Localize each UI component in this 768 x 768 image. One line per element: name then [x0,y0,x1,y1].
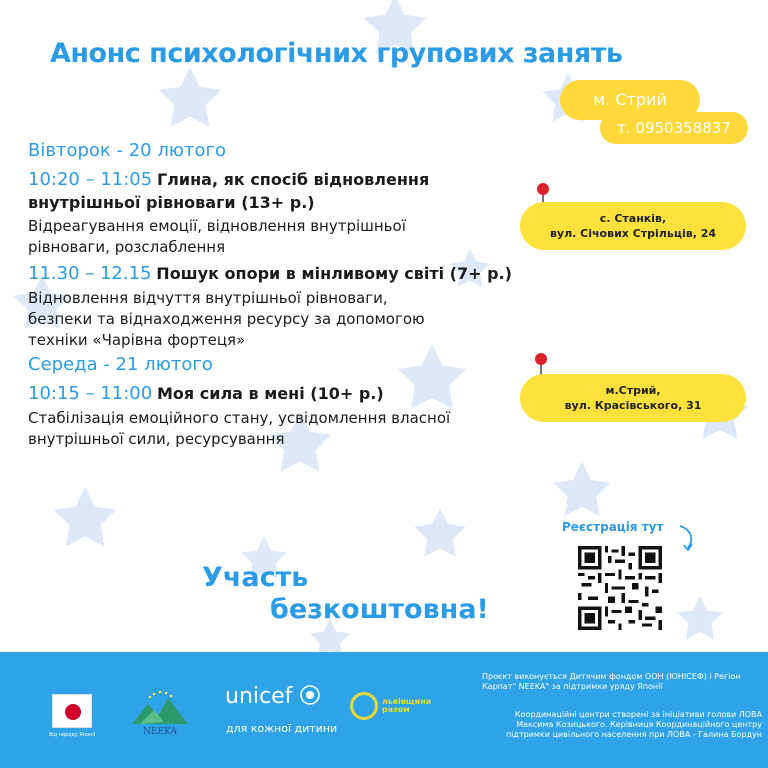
address-1-line-2: вул. Січових Стрільців, 24 [549,227,717,240]
arrow-down-icon [676,524,700,554]
day2-session1-desc-2: внутрішньої сили, ресурсування [28,430,285,448]
day1-session1-title-row [28,170,429,190]
page-title: Анонс психологічних групових занять [50,38,623,69]
lviv-logo-line-2: разом [382,705,410,714]
coordination-info-text: Координаційні центри створені за ініціативи голови ЛОВА Максима Козицького. Керівниця Координаційного центру підтримки цивільного населення при ЛОВА - Галина Бордун [505,710,762,739]
japan-flag-logo [52,694,92,728]
day1-session2-desc-1: Відновлення відчуття внутрішньої рівноваги, [28,289,388,307]
day1-session2-topic: Пошук опори в мінливому світі (7+ р.) [156,264,512,283]
unicef-tagline: для кожної дитини [226,722,338,735]
day1-session2-title-row [28,264,512,284]
day1-session1-desc-1: Відреагування емоції, відновлення внутрішньої [28,217,406,235]
neeka-logo [130,688,190,736]
registration-qr-code[interactable] [578,546,662,630]
day1-session2-desc-3: техніки «Чарівна фортеця» [28,331,246,349]
project-info-text: Проєкт виконується Дитячим фондом ООН (ЮНІСЕФ) і Регіон Карпат" NEEKA" за підтримки уряду Японії [482,672,741,691]
registration-label: Реєстрація тут [562,520,664,534]
unicef-logo-text: unicef [225,684,293,709]
day1-session1-topic-cont: внутрішньої рівноваги (13+ р.) [28,193,315,212]
address-2-line-1: м.Стрий, [605,384,661,397]
lviv-region-logo [350,692,378,720]
day2-heading: Середа - 21 лютого [28,354,213,375]
address-badge-2 [520,374,746,422]
lviv-logo-line-1: львівщина [382,697,432,706]
day2-session1-topic: Моя сила в мені (10+ р.) [156,384,384,403]
unicef-globe-icon [299,684,321,706]
day2-session1-time: 10:15 – 11:00 [28,383,153,404]
day2-session1-title-row [28,384,384,404]
day1-session2-desc-2: безпеки та віднаходження ресурсу за допомогою [28,310,425,328]
address-2-line-2: вул. Красівського, 31 [564,399,702,412]
day1-session1-desc-2: рівноваги, розслаблення [28,238,226,256]
day1-session1-topic: Глина, як спосіб відновлення [156,170,430,189]
day2-session1-desc-1: Стабілізація емоційного стану, усвідомлення власної [28,409,451,427]
free-line-2: безкоштовна! [270,594,489,625]
japan-flag-dot [65,704,81,720]
day1-heading: Вівторок - 20 лютого [28,140,226,161]
unicef-logo [225,684,321,709]
day1-session1-time: 10:20 – 11:05 [28,169,153,190]
lviv-region-logo-text [382,698,431,714]
footer-bar [0,652,768,768]
city-badge: м. Стрий [560,80,700,120]
address-badge-1 [520,202,746,250]
free-line-1: Участь [202,562,309,593]
japan-flag-caption: Від народу Японії [48,732,96,738]
day1-session2-time: 11.30 – 12.15 [28,263,152,284]
neeka-logo-text: NEEKA [143,727,177,736]
phone-badge: т. 0950358837 [600,112,748,144]
address-1-line-1: с. Станків, [599,212,667,225]
